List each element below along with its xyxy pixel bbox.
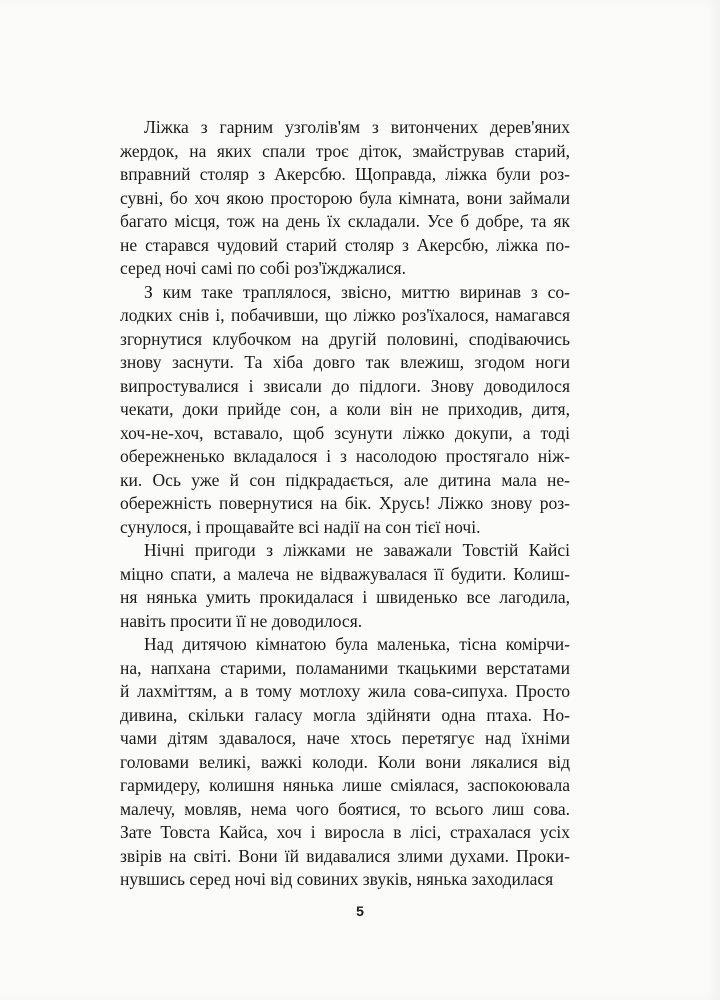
text-line: обережність повернутися на бік. Хрусь! Ліжко знову роз- [120,493,570,513]
text-line: Над дитячою кімнатою була маленька, тісна комірчи- [144,634,570,654]
text-line: малечу, мовляв, нема чого боятися, то всього лиш сова. [120,798,570,819]
text-line: дивина, скільки галасу могла здійняти одна птаха. Но- [120,704,570,725]
paragraph [120,539,570,633]
text-line: нувшись серед ночі від совиних звуків, нянька заходилася [120,869,554,889]
text-line: вправний столяр з Акерсбю. Щоправда, ліжка були роз- [120,164,570,184]
text-line: ки. Ось уже й сон підкрадається, але дитина мала не- [120,469,570,490]
text-line: чами дітям здавалося, наче хтось перетягує над їхніми [120,728,570,748]
text-line: Нічні пригоди з ліжками не заважали Товстій Кайсі [144,540,570,560]
text-line: лодких снів і, побачивши, що ліжко роз'їхалося, намагався [120,305,570,325]
text-line: навіть просити її не доводилося. [120,610,363,631]
text-line: хоч-не-хоч, вставало, щоб зсунути ліжко докупи, а тоді [120,422,570,443]
text-line: ня нянька умить прокидалася і швиденько все лагодила, [120,587,570,607]
text-line: Ліжка з гарним узголів'ям з витончених дерев'яних [144,117,570,137]
body-text [120,116,570,892]
text-line: випростувалися і звисали до підлоги. Знову доводилося [120,375,570,396]
paragraph [120,116,570,281]
text-line: чекати, доки прийде сон, а коли він не приходив, дитя, [120,399,570,419]
text-line: звірів на світі. Вони їй видавалися злими духами. Проки- [120,845,570,866]
text-line: на, напхана старими, поламаними ткацькими верстатами [120,657,570,678]
text-line: Зате Товста Кайса, хоч і виросла в лісі, страхалася усіх [120,822,570,842]
text-line: міцно спати, а малеча не відважувалася її будити. Колиш- [120,563,570,584]
text-line: гармидеру, колишня нянька лише сміялася, заспокоювала [120,775,570,795]
text-line: не старався чудовий старий столяр з Акерсбю, ліжка по- [120,234,570,255]
text-line: сувні, бо хоч якою просторою була кімната, вони займали [120,187,570,208]
text-line: знову заснути. Та хіба довго так влежиш, згодом ноги [120,352,570,372]
text-line: сунулося, і прощавайте всі надії на сон тієї ночі. [120,516,481,537]
page-number: 5 [356,903,364,919]
text-line: обережненько вкладалося і з насолодою простягало ніж- [120,446,570,466]
text-line: багато місця, тож на день їх складали. Усе б добре, та як [120,211,570,231]
paragraph [120,633,570,892]
text-line: згорнутися клубочком на другій половині, сподіваючись [120,328,570,349]
text-line: головами великі, важкі колоди. Коли вони лякалися від [120,751,570,772]
text-line: й лахміттям, а в тому мотлоху жила сова-сипуха. Просто [120,681,570,701]
text-line: серед ночі самі по собі роз'їжджалися. [120,258,406,278]
text-line: З ким таке траплялося, звісно, миттю виринав з со- [144,281,570,302]
paragraph [120,281,570,540]
text-line: жердок, на яких спали троє діток, змайстрував старий, [120,140,570,161]
